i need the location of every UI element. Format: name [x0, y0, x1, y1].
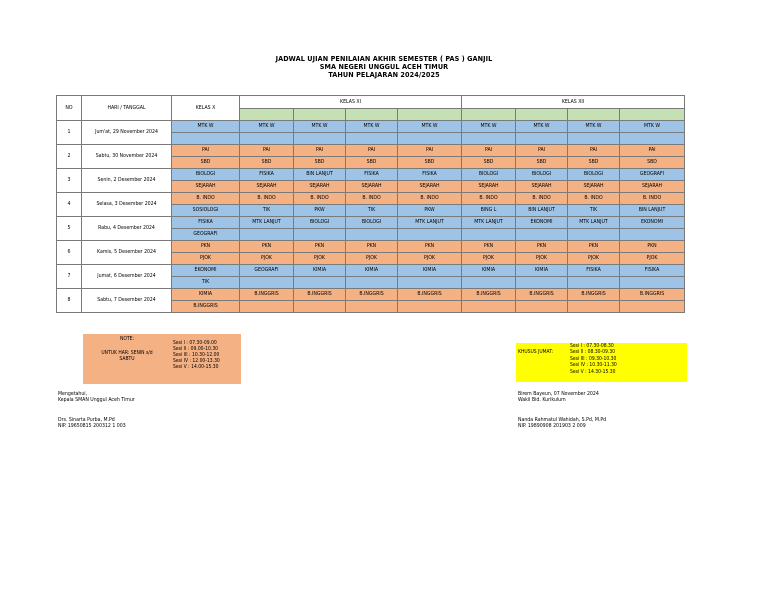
doc-title-line2: SMA NEGERI UNGGUL ACEH TIMUR — [319, 62, 449, 71]
subject-cell — [294, 301, 346, 313]
day-number: 5 — [57, 217, 82, 241]
subject-cell: BIOLOGI — [568, 169, 620, 181]
header-spacer — [620, 109, 685, 121]
subject-cell: B. INDO — [516, 193, 568, 205]
subject-cell: PKN — [294, 241, 346, 253]
subject-cell: FISIKA — [240, 169, 294, 181]
subject-cell — [240, 229, 294, 241]
session-time: Sesi V : 14.30-15.30 — [570, 368, 616, 375]
subject-cell: PKN — [462, 241, 516, 253]
subject-cell: MTK LANJUT — [462, 217, 516, 229]
subject-cell: BIN LANJUT — [294, 169, 346, 181]
subject-cell: KIMIA — [398, 265, 462, 277]
subject-cell — [294, 229, 346, 241]
subject-cell: PKN — [240, 241, 294, 253]
header-no: NO — [57, 96, 82, 121]
subject-cell: TIK — [568, 205, 620, 217]
subject-cell — [516, 277, 568, 289]
session-time: Sesi II : 09.00-10.30 — [173, 346, 219, 352]
day-date: Rabu, 4 Desember 2024 — [82, 217, 172, 241]
subject-cell: B. INDO — [172, 193, 240, 205]
session-time: Sesi IV : 12.00-13.30 — [173, 358, 220, 364]
subject-cell — [294, 133, 346, 145]
subject-cell: GEOGRAFI — [172, 229, 240, 241]
subject-cell — [346, 133, 398, 145]
header-spacer — [398, 109, 462, 121]
subject-cell: PKN — [620, 241, 685, 253]
subject-cell — [240, 133, 294, 145]
day-number: 1 — [57, 121, 82, 145]
subject-cell: MTK W — [240, 121, 294, 133]
note-box — [83, 334, 241, 384]
subject-cell: BIOLOGI — [516, 169, 568, 181]
subject-cell: SBD — [172, 157, 240, 169]
subject-cell: PAI — [346, 145, 398, 157]
subject-cell: SBD — [398, 157, 462, 169]
subject-cell: MTK W — [568, 121, 620, 133]
subject-cell: EKONOMI — [172, 265, 240, 277]
subject-cell: SEJARAH — [620, 181, 685, 193]
subject-cell — [294, 277, 346, 289]
signature-left-nip: NIP. 19650815 200312 1 003 — [58, 423, 126, 430]
subject-cell: MTK LANJUT — [398, 217, 462, 229]
subject-cell: PKW — [294, 205, 346, 217]
subject-cell: PAI — [240, 145, 294, 157]
subject-cell: TIK — [172, 277, 240, 289]
header-spacer — [346, 109, 398, 121]
day-date: Jum'at, 29 November 2024 — [82, 121, 172, 145]
subject-cell: SOSIOLOGI — [172, 205, 240, 217]
session-time: Sesi III : 09.30-10.30 — [570, 355, 617, 362]
subject-cell: BIN LANJUT — [516, 205, 568, 217]
subject-cell: B.INGGRIS — [516, 289, 568, 301]
subject-cell: BIOLOGI — [346, 217, 398, 229]
subject-cell: BIOLOGI — [172, 169, 240, 181]
day-date: Senin, 2 Desember 2024 — [82, 169, 172, 193]
signature-left — [58, 391, 135, 430]
header-kelas-xii: KELAS XII — [462, 96, 685, 109]
day-number: 2 — [57, 145, 82, 169]
signature-right-name: Nanda Rahmatul Wahidah, S.Pd, M.Pd — [518, 416, 607, 423]
subject-cell: SEJARAH — [462, 181, 516, 193]
subject-cell: EKONOMI — [620, 217, 685, 229]
header-kelas-xi: KELAS XI — [240, 96, 462, 109]
subject-cell: PJOK — [568, 253, 620, 265]
subject-cell: MTK LANJUT — [240, 217, 294, 229]
day-date: Sabtu, 7 Desember 2024 — [82, 289, 172, 313]
subject-cell: FISIKA — [398, 169, 462, 181]
session-time: Sesi IV : 10.30-11.30 — [570, 362, 617, 369]
header-spacer — [516, 109, 568, 121]
subject-cell: PAI — [620, 145, 685, 157]
subject-cell — [568, 229, 620, 241]
subject-cell: SEJARAH — [568, 181, 620, 193]
subject-cell: SEJARAH — [516, 181, 568, 193]
schedule-table — [56, 95, 685, 313]
subject-cell: MTK W — [398, 121, 462, 133]
signature-right-nip: NIP. 19890908 201903 2 009 — [518, 423, 586, 430]
subject-cell: FISIKA — [172, 217, 240, 229]
header-spacer — [462, 109, 516, 121]
subject-cell: MTK W — [346, 121, 398, 133]
subject-cell: PJOK — [462, 253, 516, 265]
doc-title-line1: JADWAL UJIAN PENILAIAN AKHIR SEMESTER ( PAS ) GANJIL — [275, 54, 493, 63]
subject-cell: SEJARAH — [398, 181, 462, 193]
table-row — [57, 217, 685, 229]
subject-cell: SBD — [346, 157, 398, 169]
subject-cell: SBD — [294, 157, 346, 169]
subject-cell: FISIKA — [346, 169, 398, 181]
doc-title-line3: TAHUN PELAJARAN 2024/2025 — [328, 70, 440, 79]
subject-cell: B. INDO — [620, 193, 685, 205]
subject-cell: MTK LANJUT — [568, 217, 620, 229]
subject-cell — [240, 301, 294, 313]
subject-cell — [346, 229, 398, 241]
subject-cell: B.INGGRIS — [398, 289, 462, 301]
subject-cell — [462, 301, 516, 313]
subject-cell: B. INDO — [568, 193, 620, 205]
subject-cell: PJOK — [294, 253, 346, 265]
note-title: NOTE: — [119, 336, 134, 342]
subject-cell: PJOK — [620, 253, 685, 265]
table-row — [57, 121, 685, 133]
note-label-line2: SABTU — [119, 356, 135, 362]
subject-cell: PAI — [462, 145, 516, 157]
day-date: Sabtu, 30 November 2024 — [82, 145, 172, 169]
note-label-line1: UNTUK HAR: SENIN s/d — [101, 350, 153, 356]
subject-cell: KIMIA — [172, 289, 240, 301]
subject-cell: BIOLOGI — [462, 169, 516, 181]
subject-cell — [568, 277, 620, 289]
subject-cell: PJOK — [516, 253, 568, 265]
table-row — [57, 289, 685, 301]
subject-cell — [568, 301, 620, 313]
signature-right — [518, 391, 606, 430]
subject-cell: FISIKA — [568, 265, 620, 277]
subject-cell: BING L — [462, 205, 516, 217]
subject-cell: PJOK — [346, 253, 398, 265]
subject-cell: PAI — [172, 145, 240, 157]
subject-cell: MTK W — [462, 121, 516, 133]
subject-cell: PAI — [398, 145, 462, 157]
subject-cell: TIK — [346, 205, 398, 217]
table-row — [57, 241, 685, 253]
subject-cell: PKN — [172, 241, 240, 253]
subject-cell: GEOGRAFI — [620, 169, 685, 181]
subject-cell: PKN — [568, 241, 620, 253]
subject-cell — [620, 277, 685, 289]
subject-cell — [398, 301, 462, 313]
subject-cell: PKN — [398, 241, 462, 253]
subject-cell: PAI — [516, 145, 568, 157]
subject-cell — [346, 277, 398, 289]
subject-cell — [240, 277, 294, 289]
session-time: Sesi I : 07.30-09.00 — [173, 340, 217, 346]
subject-cell: PJOK — [240, 253, 294, 265]
note-sessions — [173, 340, 220, 370]
subject-cell — [398, 229, 462, 241]
subject-cell: EKONOMI — [516, 217, 568, 229]
header-kelas-x: KELAS X — [172, 96, 240, 121]
subject-cell: BIOLOGI — [294, 217, 346, 229]
subject-cell: PKN — [346, 241, 398, 253]
subject-cell: PJOK — [172, 253, 240, 265]
subject-cell: PKN — [516, 241, 568, 253]
subject-cell — [462, 277, 516, 289]
friday-label: KHUSUS JUMAT: — [518, 349, 553, 355]
subject-cell: GEOGRAFI — [240, 265, 294, 277]
subject-cell: B.INGGRIS — [172, 301, 240, 313]
subject-cell — [462, 229, 516, 241]
subject-cell: SBD — [516, 157, 568, 169]
subject-cell: B. INDO — [398, 193, 462, 205]
signature-right-line1: Birem Bayeun, 07 November 2024 — [518, 391, 599, 397]
subject-cell — [620, 301, 685, 313]
session-time: Sesi V : 14.00-15.30 — [173, 364, 219, 370]
session-time: Sesi III : 10.30-12.00 — [173, 352, 220, 358]
subject-cell: KIMIA — [516, 265, 568, 277]
subject-cell: B.INGGRIS — [568, 289, 620, 301]
subject-cell: PKW — [398, 205, 462, 217]
subject-cell: B.INGGRIS — [346, 289, 398, 301]
subject-cell: MTK W — [172, 121, 240, 133]
subject-cell — [172, 133, 240, 145]
table-row — [57, 265, 685, 277]
day-number: 6 — [57, 241, 82, 265]
subject-cell: SBD — [568, 157, 620, 169]
subject-cell: B. INDO — [462, 193, 516, 205]
day-number: 7 — [57, 265, 82, 289]
subject-cell: SEJARAH — [172, 181, 240, 193]
subject-cell: B. INDO — [294, 193, 346, 205]
subject-cell — [462, 133, 516, 145]
day-date: Selasa, 3 Desember 2024 — [82, 193, 172, 217]
subject-cell — [398, 277, 462, 289]
header-day: HARI / TANGGAL — [82, 96, 172, 121]
day-number: 4 — [57, 193, 82, 217]
subject-cell: B. INDO — [346, 193, 398, 205]
subject-cell: FISIKA — [620, 265, 685, 277]
subject-cell: PAI — [568, 145, 620, 157]
header-spacer — [294, 109, 346, 121]
subject-cell — [620, 229, 685, 241]
subject-cell: SBD — [462, 157, 516, 169]
table-row — [57, 169, 685, 181]
subject-cell: PAI — [294, 145, 346, 157]
table-row — [57, 145, 685, 157]
header-spacer — [240, 109, 294, 121]
subject-cell: SBD — [240, 157, 294, 169]
signature-left-line2: Kepala SMAN Unggul Aceh Timur — [58, 397, 135, 404]
subject-cell: KIMIA — [346, 265, 398, 277]
signature-right-line2: Wakil Bid. Kurikulum — [518, 397, 566, 404]
subject-cell: KIMIA — [462, 265, 516, 277]
subject-cell: B.INGGRIS — [294, 289, 346, 301]
friday-box — [516, 343, 687, 382]
subject-cell: B.INGGRIS — [240, 289, 294, 301]
signature-left-line1: Mengetahui, — [58, 391, 88, 397]
subject-cell: MTK W — [620, 121, 685, 133]
subject-cell: B. INDO — [240, 193, 294, 205]
subject-cell — [346, 301, 398, 313]
session-time: Sesi II : 08.30-09.30 — [570, 349, 616, 356]
subject-cell: B.INGGRIS — [462, 289, 516, 301]
subject-cell: SEJARAH — [346, 181, 398, 193]
day-date: Kamis, 5 Desember 2024 — [82, 241, 172, 265]
header-spacer — [568, 109, 620, 121]
subject-cell: KIMIA — [294, 265, 346, 277]
subject-cell: B.INGGRIS — [620, 289, 685, 301]
subject-cell: PJOK — [398, 253, 462, 265]
subject-cell — [568, 133, 620, 145]
subject-cell — [398, 133, 462, 145]
signature-left-name: Drs. Sinarta Purba, M.Pd — [58, 416, 115, 423]
friday-sessions — [570, 343, 617, 375]
day-number: 3 — [57, 169, 82, 193]
table-row — [57, 193, 685, 205]
day-date: Jumat, 6 Desember 2024 — [82, 265, 172, 289]
subject-cell: MTK W — [294, 121, 346, 133]
session-time: Sesi I : 07.30-08.30 — [570, 343, 614, 349]
subject-cell — [620, 133, 685, 145]
subject-cell — [516, 301, 568, 313]
subject-cell: SEJARAH — [240, 181, 294, 193]
subject-cell — [516, 133, 568, 145]
subject-cell: MTK W — [516, 121, 568, 133]
subject-cell: SBD — [620, 157, 685, 169]
subject-cell: BIN LANJUT — [620, 205, 685, 217]
subject-cell: SEJARAH — [294, 181, 346, 193]
subject-cell — [516, 229, 568, 241]
subject-cell: TIK — [240, 205, 294, 217]
day-number: 8 — [57, 289, 82, 313]
